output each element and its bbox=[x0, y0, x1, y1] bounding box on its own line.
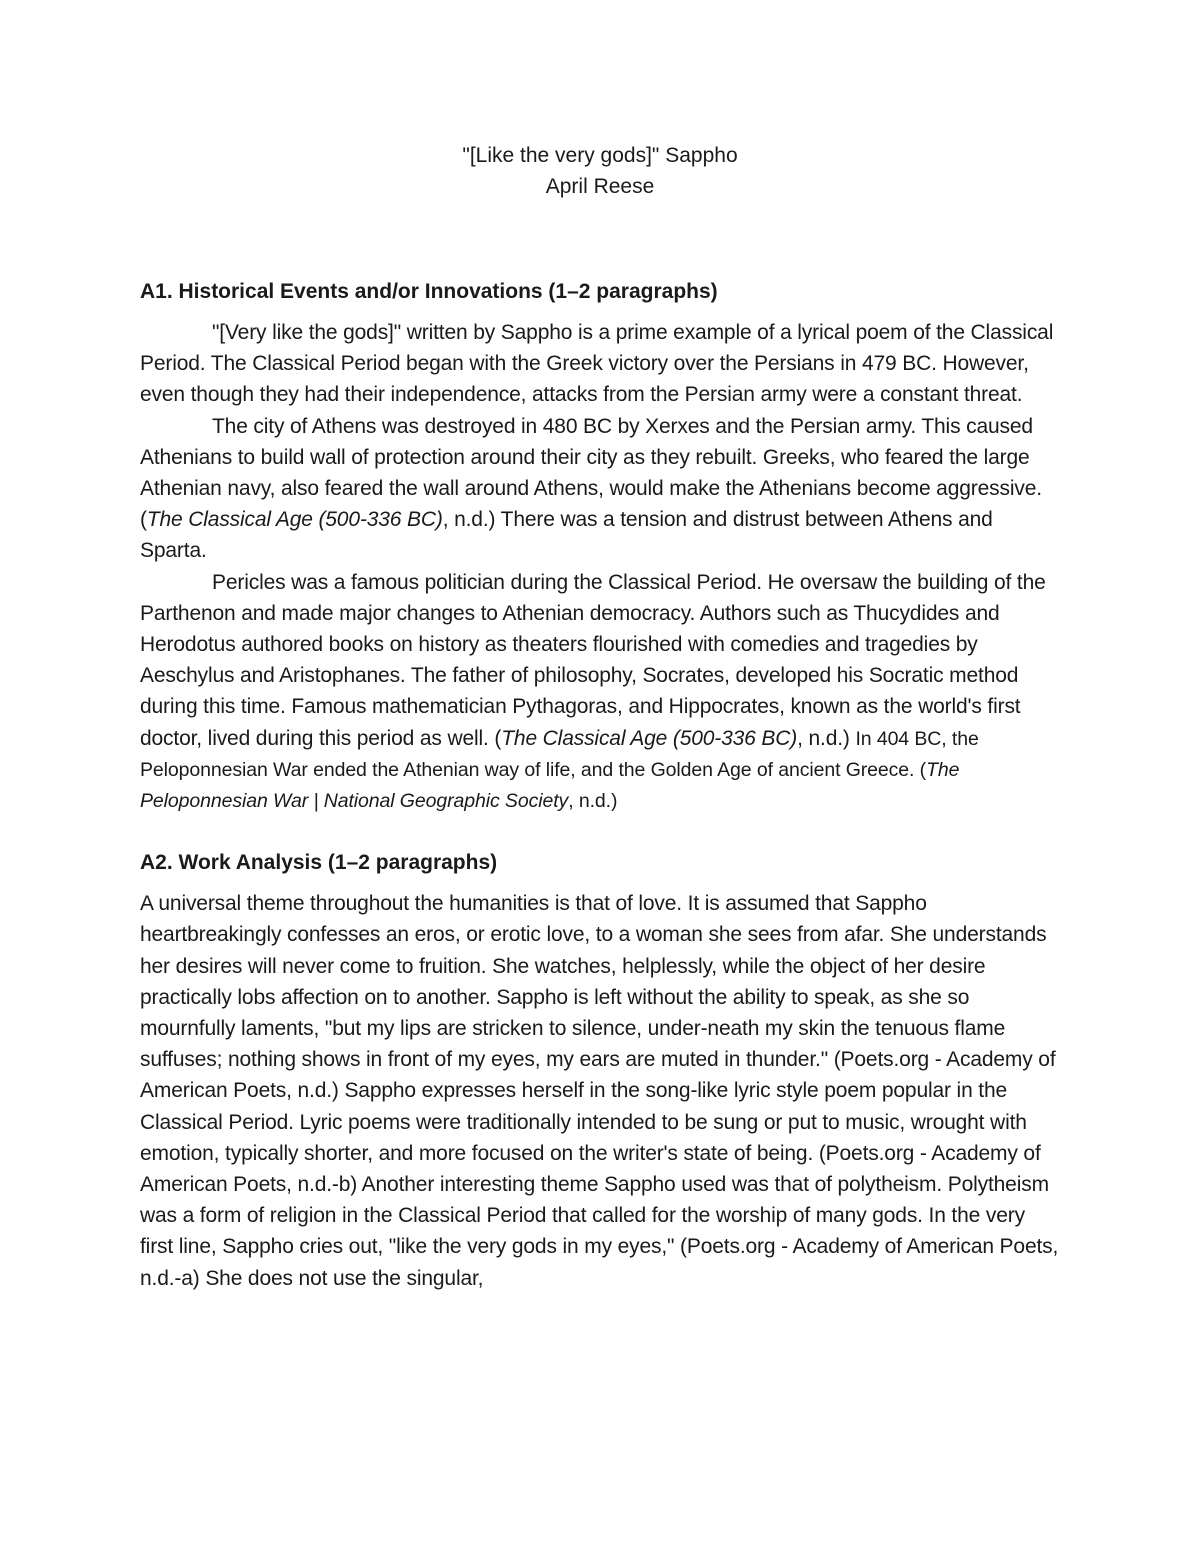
title-block bbox=[140, 140, 1060, 202]
citation-title: The Peloponnesian War | National Geographic Society bbox=[140, 758, 960, 813]
document-title: "[Like the very gods]" Sappho bbox=[462, 144, 738, 167]
author-name: April Reese bbox=[545, 175, 655, 198]
document-page bbox=[140, 140, 1060, 1294]
section-a1-heading: A1. Historical Events and/or Innovations (1–2 paragraphs) bbox=[140, 280, 718, 303]
paragraph-text: , n.d.) There was a tension and distrust between Athens and Sparta. bbox=[140, 508, 993, 563]
section-a2-paragraph-1: A universal theme throughout the humanities is that of love. It is assumed that Sappho heartbreakingly confesses an eros, or erotic love, to a woman she sees from afar. She understands her desires will never come to fruition. She watches, helplessly, while the object of her desire practically lobs affection on to another. Sappho is left without the ability to speak, as she so mournfully laments, "but my lips are stricken to silence, under-neath my skin the tenuous flame suffuses; nothing shows in front of my eyes, my ears are muted in thunder." (Poets.org - Academy of American Poets, n.d.) Sappho expresses herself in the song-like lyric style poem popular in the Classical Period. Lyric poems were traditionally intended to be sung or put to music, wrought with emotion, typically shorter, and more focused on the writer's state of being. (Poets.org - Academy of American Poets, n.d.-b) Another interesting theme Sappho used was that of polytheism. Polytheism was a form of religion in the Classical Period that called for the worship of many gods. In the very first line, Sappho cries out, "like the very gods in my eyes," (Poets.org - Academy of American Poets, n.d.-a) She does not use the singular, bbox=[140, 892, 1059, 1290]
paragraph-text: , n.d.) bbox=[797, 726, 856, 750]
citation-title: The Classical Age (500-336 BC) bbox=[146, 508, 443, 532]
section-a1-paragraph-3 bbox=[140, 567, 1060, 817]
paragraph-text: The city of Athens was destroyed in 480 BC by Xerxes and the Persian army. This caused Athenians to build wall of protection around their city as they rebuilt. Greeks, who feared the large Athenian navy, also feared the wall around Athens, would make the Athenians become aggressive. ( bbox=[140, 414, 1042, 532]
citation-title: The Classical Age (500-336 BC) bbox=[501, 726, 798, 750]
section-a1-paragraph-2 bbox=[140, 411, 1060, 567]
section-a1-paragraph-1: "[Very like the gods]" written by Sappho is a prime example of a lyrical poem of the Classical Period. The Classical Period began with the Greek victory over the Persians in 479 BC. However, even though they had their independence, attacks from the Persian army were a constant threat. bbox=[140, 321, 1054, 407]
paragraph-text: In 404 BC, the Peloponnesian War ended the Athenian way of life, and the Golden Age of ancient Greece. ( bbox=[140, 727, 979, 781]
section-a2-heading: A2. Work Analysis (1–2 paragraphs) bbox=[140, 851, 498, 875]
paragraph-text: Pericles was a famous politician during the Classical Period. He oversaw the building of the Parthenon and made major changes to Athenian democracy. Authors such as Thucydides and Herodotus authored books on history as theaters flourished with comedies and tragedies by Aeschylus and Aristophanes. The father of philosophy, Socrates, developed his Socratic method during this time. Famous mathematician Pythagoras, and Hippocrates, known as the world's first doctor, lived during this period as well. ( bbox=[140, 570, 1046, 750]
paragraph-text: , n.d.) bbox=[568, 790, 618, 813]
